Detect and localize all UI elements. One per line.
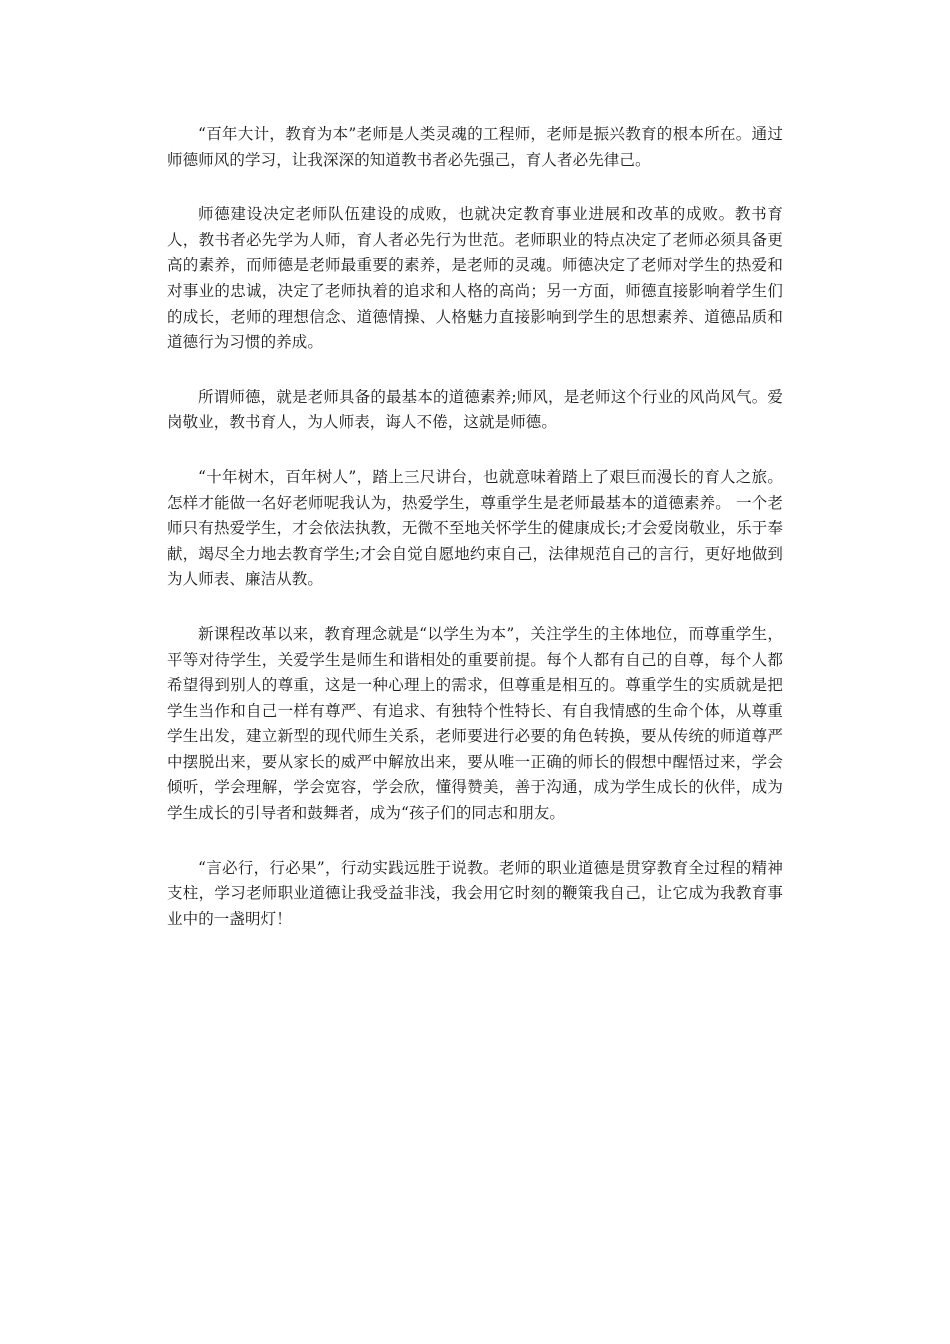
- paragraph-5: 新课程改革以来，教育理念就是“以学生为本”，关注学生的主体地位，而尊重学生，平等对待学生，关爱学生是师生和谐相处的重要前提。每个人都有自己的自尊，每个人都希望得到别人的尊重，这是一种心理上的需求，但尊重是相互的。尊重学生的实质就是把学生当作和自己一样有尊严、有追求、有独特个性特长、有自我情感的生命个体，从尊重学生出发，建立新型的现代师生关系，老师要进行必要的角色转换，要从传统的师道尊严中摆脱出来，要从家长的威严中解放出来，要从唯一正确的师长的假想中醒悟过来，学会倾听，学会理解，学会宽容，学会欣，懂得赞美，善于沟通，成为学生成长的伙伴，成为学生成长的引导者和鼓舞者，成为“孩子们的同志和朋友。: [167, 624, 783, 823]
- paragraph-4: “十年树木，百年树人”，踏上三尺讲台，也就意味着踏上了艰巨而漫长的育人之旅。怎样才能做一名好老师呢我认为，热爱学生，尊重学生是老师最基本的道德素养。 一个老师只有热爱学生，才会依法执教，无微不至地关怀学生的健康成长;才会爱岗敬业，乐于奉献，竭尽全力地去教育学生;才会自觉自愿地约束自己，法律规范自己的言行，更好地做到为人师表、廉洁从教。: [167, 467, 783, 589]
- paragraph-1: “百年大计，教育为本”老师是人类灵魂的工程师，老师是振兴教育的根本所在。通过师德师风的学习，让我深深的知道教书者必先强己，育人者必先律己。: [167, 125, 783, 169]
- document-body: [167, 122, 783, 961]
- paragraph-2: 师德建设决定老师队伍建设的成败，也就决定教育事业进展和改革的成败。教书育人，教书者必先学为人师，育人者必先行为世范。老师职业的特点决定了老师必须具备更高的素养，而师德是老师最重要的素养，是老师的灵魂。师德决定了老师对学生的热爱和对事业的忠诚，决定了老师执着的追求和人格的高尚；另一方面，师德直接影响着学生们的成长，老师的理想信念、道德情操、人格魅力直接影响到学生的思想素养、道德品质和道德行为习惯的养成。: [167, 205, 783, 352]
- paragraph-3: 所谓师德，就是老师具备的最基本的道德素养;师风，是老师这个行业的风尚风气。爱岗敬业，教书育人，为人师表，诲人不倦，这就是师德。: [167, 387, 783, 432]
- paragraph-6: “言必行，行必果”，行动实践远胜于说教。老师的职业道德是贯穿教育全过程的精神支柱，学习老师职业道德让我受益非浅，我会用它时刻的鞭策我自己，让它成为我教育事业中的一盏明灯！: [167, 858, 783, 928]
